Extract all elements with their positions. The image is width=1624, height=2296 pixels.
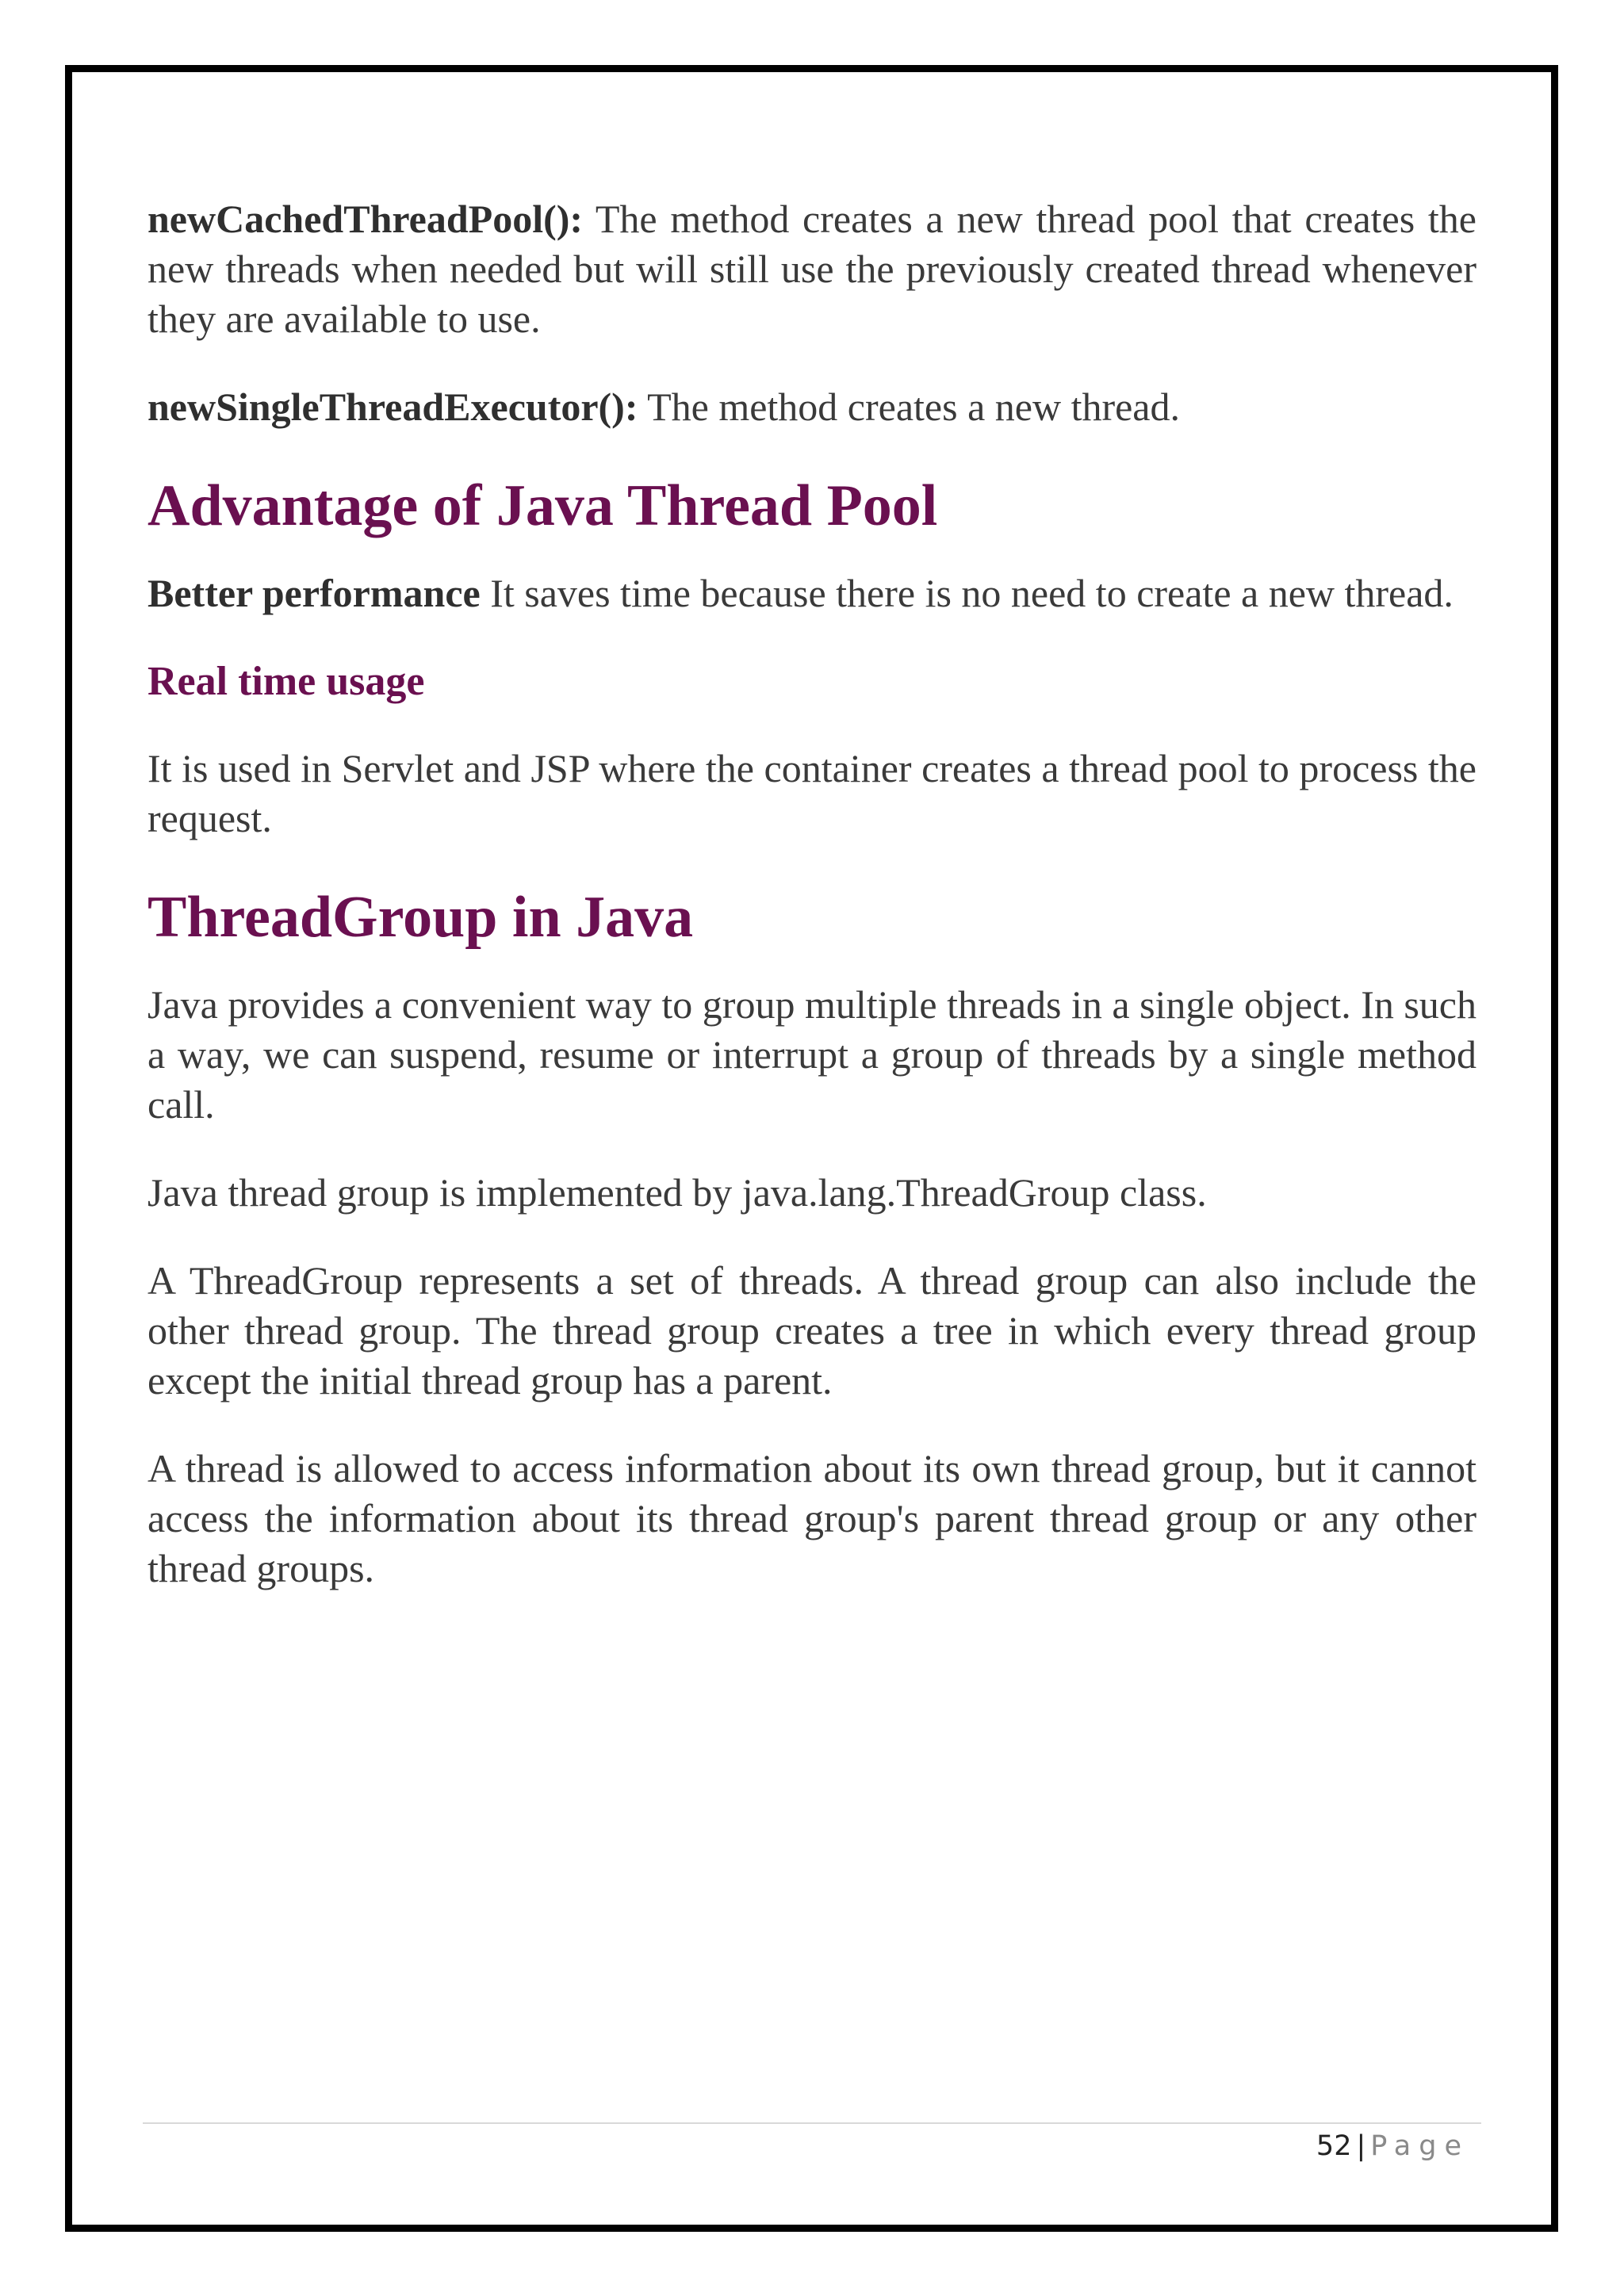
page-number: 52 bbox=[1316, 2130, 1352, 2162]
threadgroup-paragraph-2: Java thread group is implemented by java.lang.ThreadGroup class. bbox=[147, 1170, 1207, 1215]
real-time-usage-heading: Real time usage bbox=[147, 659, 425, 704]
page-content bbox=[147, 194, 1477, 1632]
real-time-usage-paragraph: It is used in Servlet and JSP where the container creates a thread pool to process the request. bbox=[147, 746, 1477, 840]
footer-separator: | bbox=[1356, 2130, 1366, 2162]
single-executor-term: newSingleThreadExecutor(): bbox=[147, 385, 638, 429]
cached-threadpool-term: newCachedThreadPool(): bbox=[147, 197, 584, 241]
single-executor-paragraph bbox=[147, 382, 1477, 432]
threadgroup-paragraph-4: A thread is allowed to access information about its own thread group, but it cannot access the information about its thread group's parent thread group or any other thread groups. bbox=[147, 1446, 1477, 1590]
single-executor-text: The method creates a new thread. bbox=[647, 385, 1180, 429]
threadgroup-heading: ThreadGroup in Java bbox=[147, 885, 694, 950]
cached-threadpool-paragraph bbox=[147, 194, 1477, 344]
better-performance-term: Better performance bbox=[147, 571, 481, 615]
page-label: Page bbox=[1370, 2130, 1469, 2162]
footer-divider bbox=[143, 2122, 1481, 2124]
threadgroup-paragraph-3: A ThreadGroup represents a set of threads. A thread group can also include the other thread group. The thread group creates a tree in which every thread group except the initial thread group has a parent. bbox=[147, 1258, 1477, 1402]
advantage-heading: Advantage of Java Thread Pool bbox=[147, 473, 938, 538]
better-performance-text: It saves time because there is no need to create a new thread. bbox=[490, 571, 1454, 615]
threadgroup-paragraph-1: Java provides a convenient way to group multiple threads in a single object. In such a way, we can suspend, resume or interrupt a group of threads by a single method call. bbox=[147, 982, 1477, 1127]
better-performance-paragraph bbox=[147, 568, 1477, 618]
cached-threadpool-text: The method creates a new thread pool that creates the new threads when needed but will still use the previously created thread whenever they are available to use. bbox=[147, 197, 1477, 341]
page-footer bbox=[1316, 2129, 1469, 2164]
